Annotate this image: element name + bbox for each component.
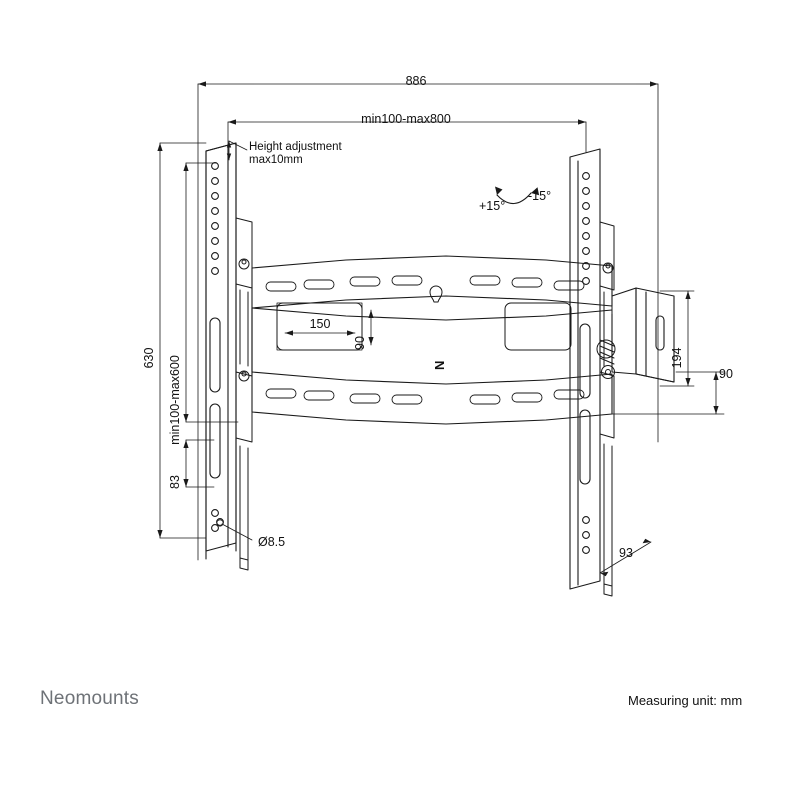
label-height-adjustment-line1: Height adjustment: [249, 141, 342, 153]
measuring-unit-label: Measuring unit: mm: [628, 693, 743, 708]
plate-slots-lower: [266, 389, 584, 404]
right-tv-arm: [570, 149, 600, 589]
label-width-range: min100-max800: [361, 112, 451, 126]
right-wall-bracket: [612, 288, 674, 382]
label-plate-height-90: 90: [353, 336, 367, 350]
label-plate-width-150: 150: [309, 317, 331, 331]
left-clamp-details: [236, 218, 252, 570]
leader-height-adjustment: [227, 141, 247, 160]
label-hole-diameter: Ø8.5: [258, 535, 286, 549]
brand-label: Neomounts: [40, 688, 139, 709]
plate-slots-upper: [266, 276, 584, 291]
label-93: 93: [619, 546, 633, 560]
dimension-height-range: [183, 163, 238, 422]
label-width-886: 886: [405, 74, 427, 88]
logo-mark-n: N: [432, 360, 447, 370]
left-tv-arm: [206, 143, 236, 559]
leader-hole-diameter: [217, 520, 252, 540]
label-tilt-negative: -15°: [528, 189, 552, 203]
label-height-adjustment-line2: max10mm: [249, 154, 303, 166]
label-bracket-194: 194: [670, 347, 684, 369]
label-height-adjustment: [249, 141, 342, 167]
dimension-83: [183, 440, 214, 487]
label-83: 83: [168, 475, 182, 489]
label-tilt-positive: +15°: [479, 199, 506, 213]
label-height-630: 630: [142, 347, 156, 369]
label-depth-90: 90: [719, 367, 733, 381]
dimension-depth-90: [612, 372, 724, 414]
label-height-range: min100-max600: [168, 355, 182, 445]
